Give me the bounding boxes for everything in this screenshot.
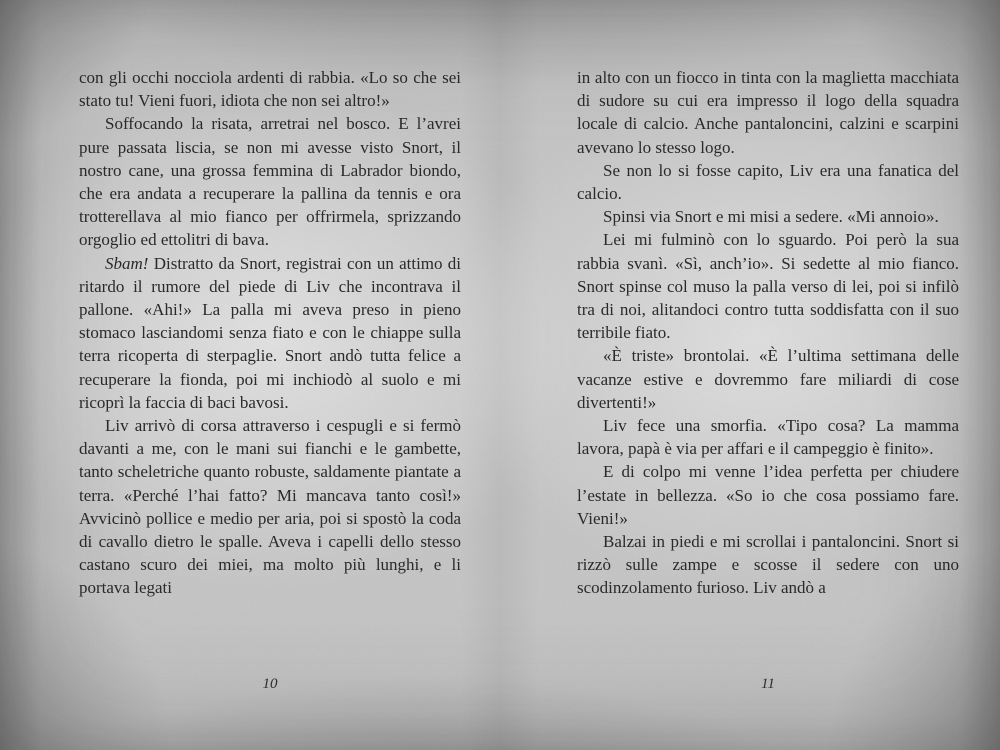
paragraph: Liv arrivò di corsa attraverso i cespugli e si fermò davanti a me, con le mani sui fianchi e le gambette, tanto scheletriche quanto robuste, saldamente piantate a terra. «Perché l’hai fatto? Mi mancava tanto così!» Avvicinò pollice e medio per aria, poi si spostò la coda di cavallo dietro le spalle. Aveva i capelli dello stesso castano scuro dei miei, ma molto più lunghi, e li portava legati <box>79 416 461 598</box>
left-page <box>79 66 461 600</box>
paragraph: Liv fece una smorfia. «Tipo cosa? La mamma lavora, papà è via per affari e il campeggio è finito». <box>577 416 959 459</box>
paragraph: «È triste» brontolai. «È l’ultima settimana delle vacanze estive e dovremmo fare miliardi di cose divertenti!» <box>577 346 959 412</box>
paragraph: con gli occhi nocciola ardenti di rabbia. «Lo so che sei stato tu! Vieni fuori, idiota che non sei altro!» <box>79 68 461 111</box>
page-number-left: 10 <box>262 676 278 692</box>
paragraph-text: Distratto da Snort, registrai con un attimo di ritardo il rumore del piede di Liv che incontrava il pallone. «Ahi!» La palla mi aveva preso in pieno stomaco lasciandomi senza fiato e con le chiappe sulla terra ricoperta di sterpaglie. Snort andò tutta felice a recuperare la fionda, poi mi inchiodò al suolo e mi ricoprì la faccia di baci bavosi. <box>79 253 461 412</box>
page-number-right: 11 <box>761 676 775 692</box>
paragraph: Soffocando la risata, arretrai nel bosco. E l’avrei pure passata liscia, se non mi avesse visto Snort, il nostro cane, una grossa femmina di Labrador biondo, che era andata a recuperare la pallina da tennis e ora trotterellava al mio fianco per offrirmela, sprizzando orgoglio ed ettolitri di bava. <box>79 114 461 250</box>
paragraph: in alto con un fiocco in tinta con la maglietta macchiata di sudore su cui era impresso il logo della squadra locale di calcio. Anche pantaloncini, calzini e scarpini avevano lo stesso logo. <box>577 68 959 157</box>
right-page <box>577 66 959 600</box>
paragraph: Se non lo si fosse capito, Liv era una fanatica del calcio. <box>577 160 959 204</box>
paragraph: Balzai in piedi e mi scrollai i pantaloncini. Snort si rizzò sulle zampe e scosse il sedere con uno scodinzolamento furioso. Liv andò a <box>577 532 959 598</box>
paragraph: E di colpo mi venne l’idea perfetta per chiudere l’estate in bellezza. «So io che cosa possiamo fare. Vieni!» <box>577 462 959 528</box>
paragraph: Lei mi fulminò con lo sguardo. Poi però la sua rabbia svanì. «Sì, anch’io». Si sedette al mio fianco. Snort spinse col muso la palla verso di lei, poi si infilò tra di noi, alitandoci contro tutta soddisfatta con il suo terribile fiato. <box>577 230 959 343</box>
paragraph: Spinsi via Snort e mi misi a sedere. «Mi annoio». <box>603 207 939 227</box>
sound-effect-italic: Sbam! <box>105 253 149 273</box>
paragraph <box>79 252 461 414</box>
